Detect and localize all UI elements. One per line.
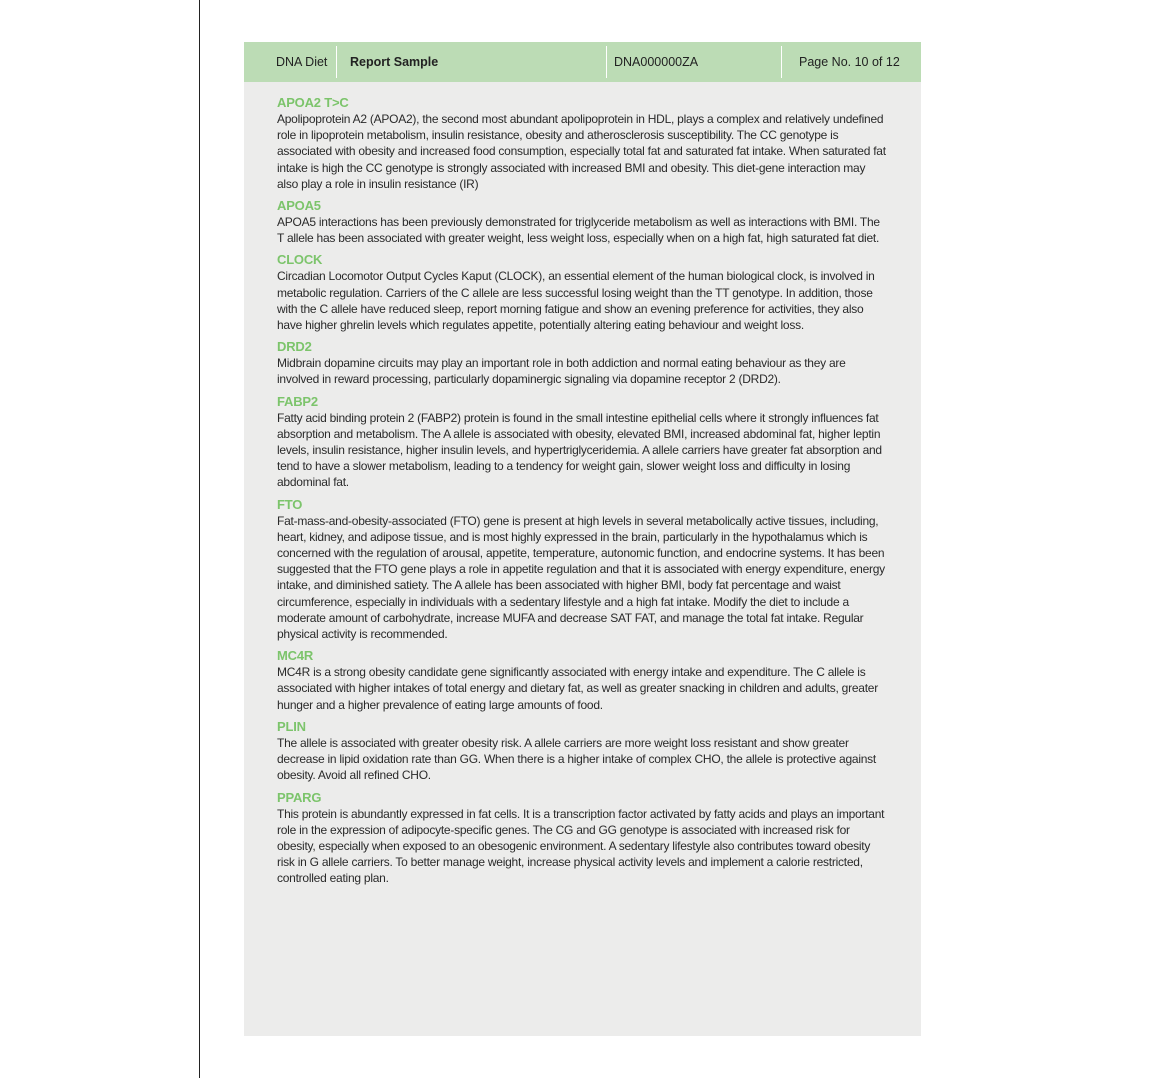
page-margin-line [199, 0, 200, 1078]
gene-title: MC4R [277, 648, 314, 664]
gene-description: This protein is abundantly expressed in fat cells. It is a transcription factor activated by fatty acids and plays an important role in the expression of adipocyte-specific genes. The CG and GG genotype is associated with increased risk for obesity, especially when exposed to an obesogenic environment. A sedentary lifestyle also contributes toward obesity risk in G allele carriers. To better manage weight, increase physical activity levels and implement a calorie restricted, controlled eating plan. [277, 806, 885, 886]
gene-section-mc4r [277, 648, 889, 713]
gene-description: The allele is associated with greater obesity risk. A allele carriers are more weight loss resistant and show greater decrease in lipid oxidation rate than GG. When there is a higher intake of complex CHO, the allele is protective against obesity. Avoid all refined CHO. [277, 735, 876, 783]
gene-title: CLOCK [277, 252, 323, 268]
gene-description: Apolipoprotein A2 (APOA2), the second most abundant apolipoprotein in HDL, plays a complex and relatively undefined role in lipoprotein metabolism, insulin resistance, obesity and atherosclerosis susceptibility. The CC genotype is associated with obesity and increased food consumption, especially total fat and saturated fat intake. When saturated fat intake is high the CC genotype is strongly associated with increased BMI and obesity. This diet-gene interaction may also play a role in insulin resistance (IR) [277, 112, 886, 191]
gene-section-fto [277, 497, 889, 643]
header-divider [781, 46, 782, 78]
gene-title: PPARG [277, 789, 322, 805]
report-label: Report Sample [350, 55, 439, 69]
header-divider [336, 46, 337, 78]
gene-description: Fatty acid binding protein 2 (FABP2) protein is found in the small intestine epithelial cells where it strongly influences fat absorption and metabolism. The A allele is associated with obesity, elevated BMI, increased abdominal fat, higher leptin levels, insulin resistance, higher insulin levels, and hypertriglyceridemia. A allele carriers have greater fat absorption and tend to have a slower metabolism, leading to a tendency for weight gain, slower weight loss and difficulty in losing abdominal fat. [277, 410, 882, 490]
gene-title: PLIN [277, 718, 306, 734]
page-number: Page No. 10 of 12 [799, 55, 900, 69]
diet-label: DNA Diet [276, 55, 328, 69]
gene-title: APOA5 [277, 198, 321, 214]
gene-description: APOA5 interactions has been previously demonstrated for triglyceride metabolism as well as interactions with BMI. The T allele has been associated with greater weight, less weight loss, especially when on a high fat, high saturated fat diet. [277, 215, 880, 246]
gene-title: FTO [277, 496, 303, 512]
gene-section-drd2 [277, 339, 889, 387]
gene-sections [277, 95, 889, 893]
report-header [244, 42, 921, 82]
gene-title: DRD2 [277, 339, 312, 355]
gene-description: Midbrain dopamine circuits may play an important role in both addiction and normal eating behaviour as they are involved in reward processing, particularly dopaminergic signaling via dopamine receptor 2 (DRD2). [277, 356, 846, 387]
gene-section-pparg [277, 790, 889, 887]
report-id: DNA000000ZA [614, 55, 699, 69]
gene-title: APOA2 T>C [277, 95, 349, 110]
gene-title: FABP2 [277, 393, 318, 409]
gene-description: Fat-mass-and-obesity-associated (FTO) gene is present at high levels in several metabolically active tissues, including, heart, kidney, and adipose tissue, and is most highly expressed in the brain, particularly in the hypothalamus which is concerned with the regulation of arousal, appetite, temperature, autonomic function, and endocrine systems. It has been suggested that the FTO gene plays a role in appetite regulation and that it is associated with energy expenditure, energy intake, and diminished satiety. The A allele has been associated with higher BMI, body fat percentage and waist circumference, especially in individuals with a sedentary lifestyle and a high fat intake. Modify the diet to include a moderate amount of carbohydrate, increase MUFA and decrease SAT FAT, and manage the total fat intake. Regular physical activity is recommended. [277, 513, 885, 642]
gene-section-apoa5 [277, 198, 889, 246]
header-divider [606, 46, 607, 78]
report-page [244, 42, 921, 1036]
gene-section-apoa2 [277, 95, 889, 192]
gene-section-clock [277, 252, 889, 333]
gene-description: Circadian Locomotor Output Cycles Kaput (CLOCK), an essential element of the human biological clock, is involved in metabolic regulation. Carriers of the C allele are less successful losing weight than the TT genotype. In addition, those with the C allele have reduced sleep, report morning fatigue and show an evening preference for activities, they also have higher ghrelin levels which regulates appetite, potentially altering eating behaviour and weight loss. [277, 269, 875, 333]
gene-description: MC4R is a strong obesity candidate gene significantly associated with energy intake and expenditure. The C allele is associated with higher intakes of total energy and dietary fat, as well as greater snacking in children and adults, greater hunger and a higher prevalence of eating large amounts of food. [277, 665, 878, 712]
gene-section-plin [277, 719, 889, 784]
gene-section-fabp2 [277, 394, 889, 491]
